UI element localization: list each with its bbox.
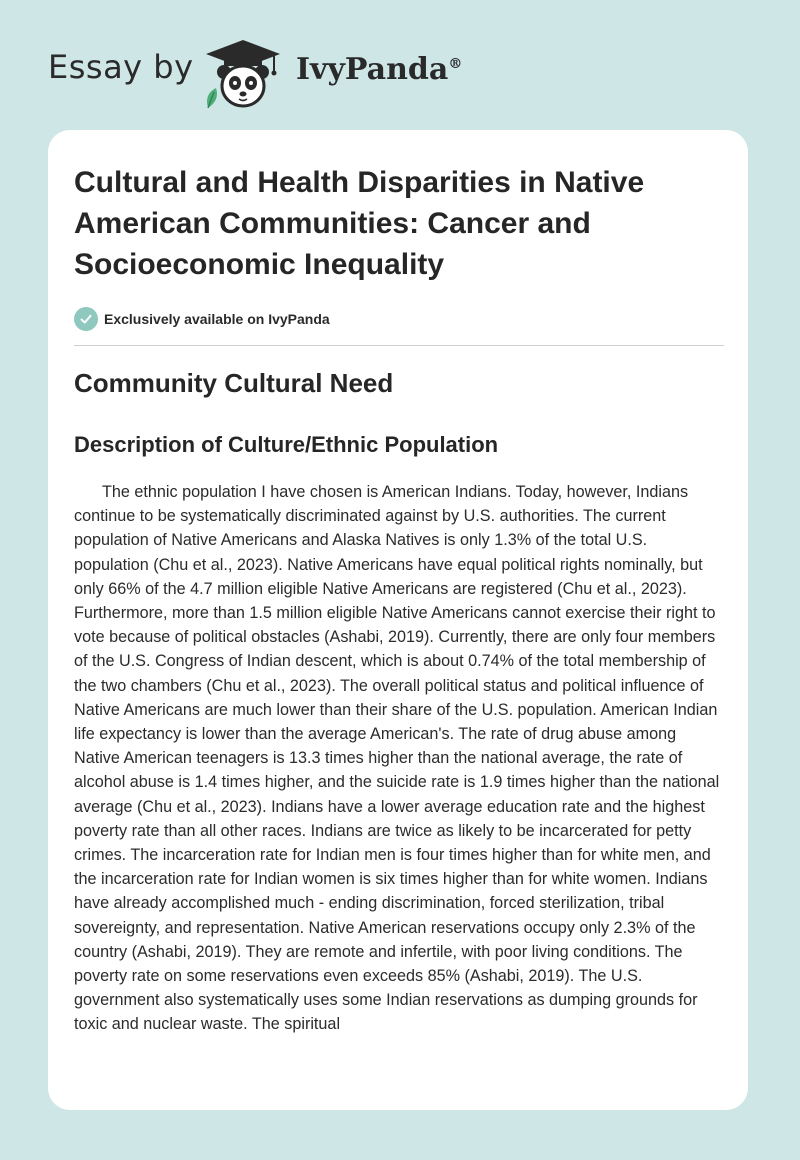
registered-mark: ®	[448, 56, 463, 72]
brand-prefix: Essay by	[48, 48, 194, 86]
exclusive-label: Exclusively available on IvyPanda	[104, 311, 330, 327]
body-paragraph: The ethnic population I have chosen is American Indians. Today, however, Indians continue to be systematically discriminated against by U.S. authorities. The current population of Native Americans and Alaska Natives is only 1.3% of the total U.S. population (Chu et al., 2023). Native Americans have equal political rights nominally, but only 66% of the 4.7 million eligible Native Americans are registered (Chu et al., 2023). Furthermore, more than 1.5 million eligible Native Americans cannot exercise their right to vote because of political obstacles (Ashabi, 2019). Currently, there are only four members of the U.S. Congress of Indian descent, which is about 0.74% of the total membership of the two chambers (Chu et al., 2023). The overall political status and political influence of Native Americans are much lower than their share of the U.S. population. American Indian life expectancy is lower than the average American's. The rate of drug abuse among Native American teenagers is 13.3 times higher than the national average, the rate of alcohol abuse is 1.4 times higher, and the suicide rate is 1.9 times higher than the national average (Chu et al., 2023). Indians have a lower average education rate and the highest poverty rate than all other races. Indians are twice as likely to be incarcerated for petty crimes. The incarceration rate for Indian men is four times higher than for white men, and the incarceration rate for Indian women is six times higher than for white women. Indians have already accomplished much - ending discrimination, forced sterilization, tribal sovereignty, and representation. Native American reservations occupy only 2.3% of the country (Ashabi, 2019). They are remote and infertile, with poor living conditions. The poverty rate on some reservations even exceeds 85% (Ashabi, 2019). The U.S. government also systematically uses some Indian reservations as dumping grounds for toxic and nuclear waste. The spiritual	[74, 483, 720, 1034]
essay-title: Cultural and Health Disparities in Native American Communities: Cancer and Socioeconomic Inequality	[74, 166, 645, 281]
brand-name[interactable]	[296, 52, 462, 87]
exclusive-badge	[74, 306, 330, 332]
site-header	[48, 36, 508, 116]
section-heading: Community Cultural Need	[74, 368, 394, 398]
subsection-heading: Description of Culture/Ethnic Population	[74, 432, 499, 457]
essay-card	[48, 130, 748, 1110]
check-circle-icon	[74, 307, 98, 331]
title-divider	[74, 345, 724, 346]
brand-name-text: IvyPanda	[296, 52, 449, 87]
panda-graduation-cap-icon[interactable]	[202, 38, 284, 112]
